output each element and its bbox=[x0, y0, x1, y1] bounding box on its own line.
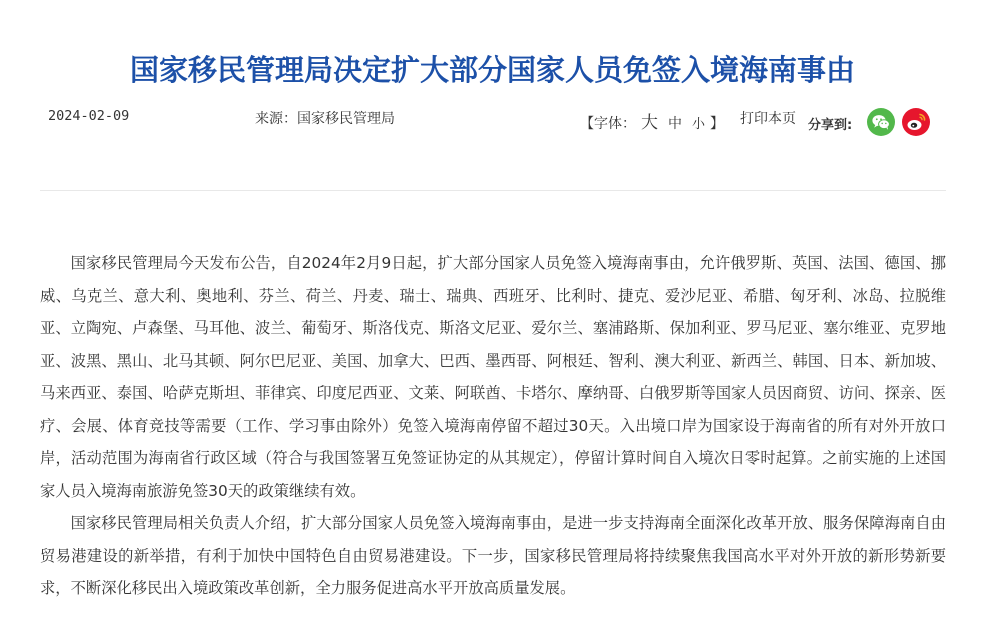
publish-date: 2024-02-09 bbox=[48, 108, 130, 124]
article-paragraph-2: 国家移民管理局相关负责人介绍，扩大部分国家人员免签入境海南事由，是进一步支持海南全面深化改革开放、服务保障海南自由贸易港建设的新举措，有利于加快中国特色自由贸易港建设。下一步，国家移民管理局将持续聚焦我国高水平对外开放的新形势新要求，不断深化移民出入境政策改革创新，全力服务促进高水平开放高质量发展。 bbox=[40, 514, 946, 597]
font-size-control bbox=[580, 108, 724, 133]
font-large-button[interactable]: 大 bbox=[641, 113, 658, 133]
header-divider bbox=[40, 190, 946, 191]
print-page-link[interactable]: 打印本页 bbox=[740, 111, 796, 127]
article-source: 来源：国家移民管理局 bbox=[255, 111, 395, 127]
font-control-prefix: 【字体： bbox=[580, 116, 636, 132]
wechat-icon[interactable] bbox=[867, 108, 895, 136]
article-body bbox=[40, 247, 946, 605]
article-title: 国家移民管理局决定扩大部分国家人员免签入境海南事由 bbox=[129, 53, 855, 87]
font-small-button[interactable]: 小 bbox=[692, 117, 706, 132]
font-control-suffix: 】 bbox=[710, 116, 725, 132]
share-label: 分享到: bbox=[808, 118, 853, 133]
article-paragraph-1: 国家移民管理局今天发布公告，自2024年2月9日起，扩大部分国家人员免签入境海南事由，允许俄罗斯、英国、法国、德国、挪威、乌克兰、意大利、奥地利、芬兰、荷兰、丹麦、瑞士、瑞典、西班牙、比利时、捷克、爱沙尼亚、希腊、匈牙利、冰岛、拉脱维亚、立陶宛、卢森堡、马耳他、波兰、葡萄牙、斯洛伐克、斯洛文尼亚、爱尔兰、塞浦路斯、保加利亚、罗马尼亚、塞尔维亚、克罗地亚、波黑、黑山、北马其顿、阿尔巴尼亚、美国、加拿大、巴西、墨西哥、阿根廷、智利、澳大利亚、新西兰、韩国、日本、新加坡、马来西亚、泰国、哈萨克斯坦、菲律宾、印度尼西亚、文莱、阿联酋、卡塔尔、摩纳哥、白俄罗斯等国家人员因商贸、访问、探亲、医疗、会展、体育竞技等需要（工作、学习事由除外）免签入境海南停留不超过30天。入出境口岸为国家设于海南省的所有对外开放口岸，活动范围为海南省行政区域（符合与我国签署互免签证协定的从其规定），停留计算时间自入境次日零时起算。之前实施的上述国家人员入境海南旅游免签30天的政策继续有效。 bbox=[40, 254, 946, 500]
font-medium-button[interactable]: 中 bbox=[668, 116, 682, 132]
weibo-icon[interactable] bbox=[902, 108, 930, 136]
